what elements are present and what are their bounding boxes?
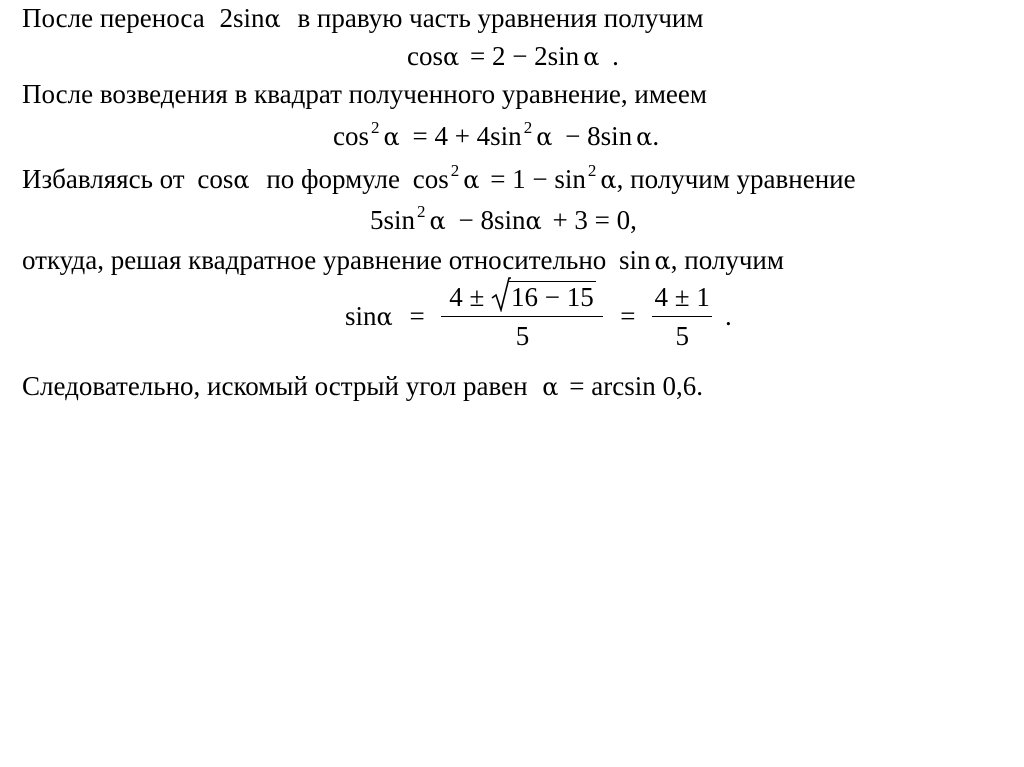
- line-5: Избавляясь от cosα по формуле cos $^2$ α = 1 − sin $^2$ α, получим уравнение: [22, 161, 856, 194]
- equation-1: cosα = 2 − 2sin α .: [407, 41, 619, 71]
- sqrt-symbol: 16 − 15: [491, 280, 596, 314]
- fraction-2: $\frac{4 \pm 1}{5}$: [652, 280, 712, 353]
- formula-2sin-alpha: 2sinα: [219, 3, 281, 33]
- text-after-transfer: После переноса: [22, 3, 205, 33]
- equation-4: sinα = 4 ± 16 − 15 5 = $\frac{4 \pm 1}{5}$ .: [345, 280, 732, 353]
- equation-2: cos $^2$ α = 4 + 4sin $^2$ α − 8sin α.: [333, 118, 660, 151]
- line-3: После возведения в квадрат полученного уравнение, имеем: [22, 79, 707, 109]
- text-right-side: в правую часть уравнения получим: [297, 3, 704, 33]
- line-9: Следовательно, искомый острый угол равен α = arcsin 0,6.: [22, 371, 703, 401]
- radical-sign-icon: [491, 276, 511, 312]
- fraction-bar: [441, 316, 603, 317]
- line-1: [22, 2, 703, 35]
- fraction-bar: [652, 316, 712, 317]
- line-7: откуда, решая квадратное уравнение относительно sin α, получим: [22, 245, 784, 275]
- equation-3: 5sin $^2$ α − 8sinα + 3 = 0,: [370, 202, 637, 235]
- fraction-1: 4 ± 16 − 15 5: [441, 280, 603, 353]
